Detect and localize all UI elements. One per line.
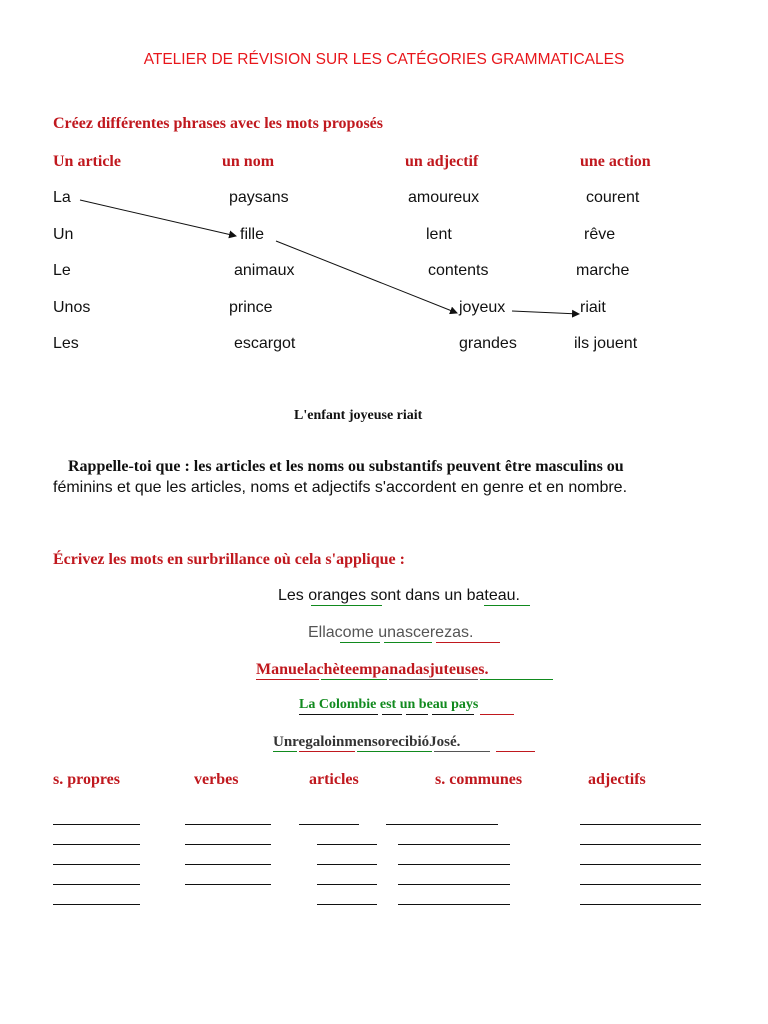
highlight-underline bbox=[480, 679, 553, 680]
highlight-underline bbox=[434, 751, 490, 752]
highlight-underline bbox=[406, 714, 428, 715]
reminder-line-2: féminins et que les articles, noms et adjectifs s'accordent en genre et en nombre. bbox=[53, 479, 628, 496]
column-header-adjective: un adjectif bbox=[405, 153, 479, 170]
answer-blank[interactable] bbox=[185, 844, 271, 845]
word-article: La bbox=[53, 189, 71, 206]
answer-blank[interactable] bbox=[398, 884, 510, 885]
highlight-underline bbox=[484, 605, 530, 606]
word-noun: prince bbox=[229, 299, 273, 316]
page-title: ATELIER DE RÉVISION SUR LES CATÉGORIES GRAMMATICALES bbox=[143, 51, 625, 68]
word-article: Unos bbox=[53, 299, 91, 316]
answer-blank[interactable] bbox=[185, 824, 271, 825]
answer-blank[interactable] bbox=[53, 864, 140, 865]
section1-instruction: Créez différentes phrases avec les mots proposés bbox=[53, 115, 384, 132]
word-action: rêve bbox=[584, 226, 616, 243]
answer-blank[interactable] bbox=[299, 824, 359, 825]
answer-blank[interactable] bbox=[53, 904, 140, 905]
answer-blank[interactable] bbox=[398, 904, 510, 905]
highlight-underline bbox=[389, 679, 478, 680]
answer-blank[interactable] bbox=[580, 904, 701, 905]
column-header-action: une action bbox=[580, 153, 651, 170]
highlight-underline bbox=[432, 714, 474, 715]
column-header-article: Un article bbox=[53, 153, 121, 170]
word-action: marche bbox=[576, 262, 630, 279]
word-action: courent bbox=[586, 189, 640, 206]
highlight-underline bbox=[311, 605, 382, 606]
word-article: Les bbox=[53, 335, 79, 352]
category-header-adjectives: adjectifs bbox=[588, 771, 646, 788]
answer-blank[interactable] bbox=[53, 884, 140, 885]
answer-blank[interactable] bbox=[398, 844, 510, 845]
exercise-sentence-3: Manuelachèteempanadasjuteuses. bbox=[256, 661, 489, 678]
answer-blank[interactable] bbox=[580, 824, 701, 825]
column-header-noun: un nom bbox=[222, 153, 275, 170]
word-adjective: joyeux bbox=[459, 299, 506, 316]
example-sentence: L'enfant joyeuse riait bbox=[294, 408, 423, 423]
word-noun: paysans bbox=[229, 189, 289, 206]
answer-blank[interactable] bbox=[398, 864, 510, 865]
category-header-verbs: verbes bbox=[194, 771, 239, 788]
word-noun: escargot bbox=[234, 335, 296, 352]
word-adjective: amoureux bbox=[408, 189, 480, 206]
highlight-underline bbox=[256, 679, 319, 680]
answer-blank[interactable] bbox=[580, 864, 701, 865]
answer-blank[interactable] bbox=[185, 864, 271, 865]
exercise-sentence-4: La Colombie est un beau pays bbox=[299, 697, 479, 712]
answer-blank[interactable] bbox=[386, 824, 498, 825]
word-noun: animaux bbox=[234, 262, 295, 279]
exercise-sentence-1: Les oranges sont dans un bateau. bbox=[278, 587, 520, 604]
exercise-sentence-2: Ellacome unascerezas. bbox=[308, 624, 474, 641]
word-adjective: contents bbox=[428, 262, 489, 279]
answer-blank[interactable] bbox=[317, 864, 377, 865]
section2-instruction: Écrivez les mots en surbrillance où cela s'applique : bbox=[53, 551, 405, 568]
exercise-sentence-5: UnregaloinmensorecibióJosé. bbox=[273, 734, 461, 750]
category-header-articles: articles bbox=[309, 771, 359, 788]
arrow-joyeux-to-riait bbox=[512, 311, 579, 314]
word-action: ils jouent bbox=[574, 335, 638, 352]
highlight-underline bbox=[299, 751, 355, 752]
answer-blank[interactable] bbox=[53, 844, 140, 845]
word-action: riait bbox=[580, 299, 606, 316]
reminder-line-1: Rappelle-toi que : les articles et les noms ou substantifs peuvent être masculins ou bbox=[68, 458, 624, 475]
highlight-underline bbox=[321, 679, 387, 680]
word-adjective: grandes bbox=[459, 335, 517, 352]
category-header-proper-nouns: s. propres bbox=[53, 771, 120, 788]
highlight-underline bbox=[480, 714, 514, 715]
arrow-fille-to-joyeux bbox=[276, 241, 457, 313]
highlight-underline bbox=[436, 642, 500, 643]
highlight-underline bbox=[357, 751, 432, 752]
answer-blank[interactable] bbox=[317, 844, 377, 845]
answer-blank[interactable] bbox=[317, 884, 377, 885]
answer-blank[interactable] bbox=[53, 824, 140, 825]
answer-blank[interactable] bbox=[317, 904, 377, 905]
answer-blank[interactable] bbox=[580, 844, 701, 845]
word-article: Un bbox=[53, 226, 74, 243]
word-article: Le bbox=[53, 262, 71, 279]
highlight-underline bbox=[273, 751, 297, 752]
highlight-underline bbox=[382, 714, 402, 715]
highlight-underline bbox=[384, 642, 432, 643]
highlight-underline bbox=[299, 714, 378, 715]
answer-blank[interactable] bbox=[580, 884, 701, 885]
highlight-underline bbox=[496, 751, 535, 752]
highlight-underline bbox=[340, 642, 380, 643]
word-adjective: lent bbox=[426, 226, 452, 243]
answer-blank[interactable] bbox=[185, 884, 271, 885]
category-header-common-nouns: s. communes bbox=[435, 771, 523, 788]
arrow-la-to-fille bbox=[80, 200, 236, 236]
word-noun: fille bbox=[240, 226, 265, 243]
